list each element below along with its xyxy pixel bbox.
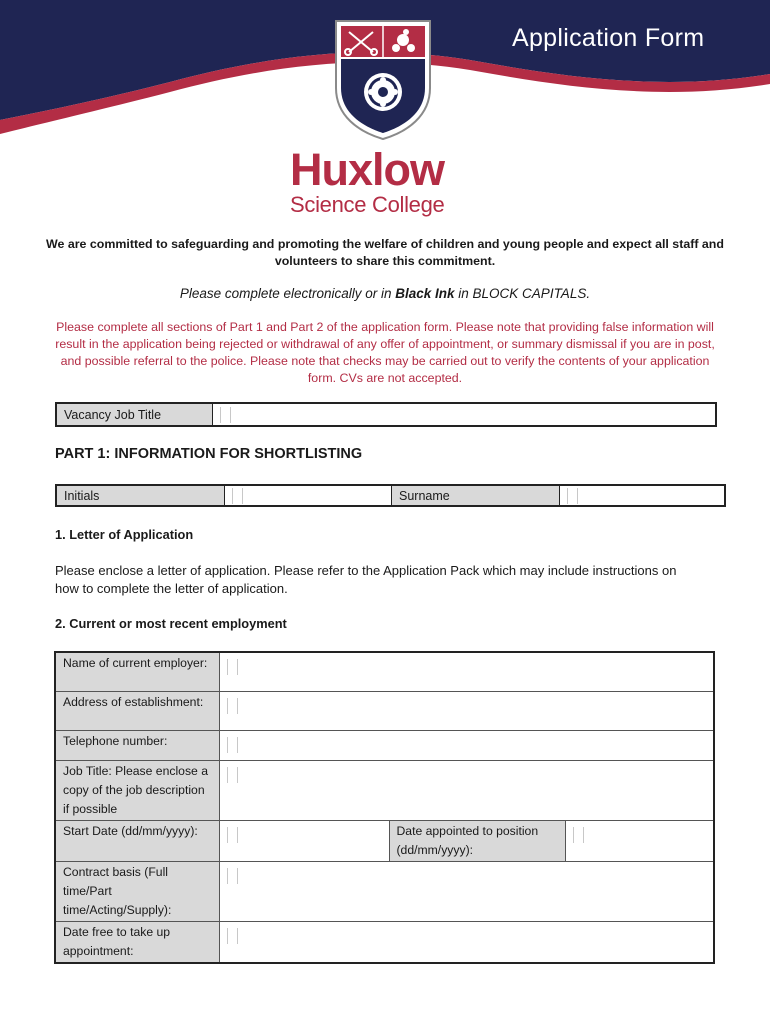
table-row: [55, 691, 714, 730]
vacancy-input[interactable]: [213, 404, 715, 425]
job-title-input[interactable]: [219, 760, 714, 820]
date-free-label: Date free to take up appointment:: [55, 921, 219, 963]
part1-heading: PART 1: INFORMATION FOR SHORTLISTING: [55, 446, 363, 462]
date-free-input[interactable]: [219, 921, 714, 963]
job-title-label: Job Title: Please enclose a copy of the job description if possible: [55, 760, 219, 820]
telephone-label: Telephone number:: [55, 730, 219, 760]
table-row: [55, 652, 714, 691]
address-input[interactable]: [219, 691, 714, 730]
table-row: [55, 820, 714, 861]
initials-label: Initials: [57, 486, 225, 505]
date-appointed-input[interactable]: [565, 820, 714, 861]
instruction-suffix: in BLOCK CAPITALS.: [454, 286, 591, 301]
employment-heading: 2. Current or most recent employment: [55, 616, 287, 631]
contract-label: Contract basis (Full time/Part time/Acting/Supply):: [55, 861, 219, 921]
employer-label: Name of current employer:: [55, 652, 219, 691]
vacancy-label: Vacancy Job Title: [57, 404, 213, 425]
date-appointed-label: Date appointed to position (dd/mm/yyyy):: [389, 820, 565, 861]
safeguarding-statement: We are committed to safeguarding and promoting the welfare of children and young people and expect all staff and volunteers to share this commitment.: [46, 237, 724, 268]
letter-heading: 1. Letter of Application: [55, 527, 194, 542]
college-name: Huxlow: [290, 144, 445, 195]
start-date-label: Start Date (dd/mm/yyyy):: [55, 820, 219, 861]
college-subname: Science College: [290, 192, 445, 217]
form-title: Application Form: [512, 24, 705, 52]
employment-table: [54, 651, 715, 964]
table-row: [55, 760, 714, 820]
name-row: [55, 484, 726, 507]
college-crest: [333, 18, 433, 142]
table-row: [55, 861, 714, 921]
instruction-prefix: Please complete electronically or in: [179, 286, 396, 301]
address-label: Address of establishment:: [55, 691, 219, 730]
false-info-warning: Please complete all sections of Part 1 and Part 2 of the application form. Please note that providing false information will result in the application being rejected or withdrawal of any offer of appointment, or summary dismissal if you are in post, and possible referral to the police. Please note that checks may be carried out to verify the contents of your application form. CVs are not accepted.: [55, 320, 715, 385]
employer-input[interactable]: [219, 652, 714, 691]
table-row: [55, 730, 714, 760]
vacancy-row: [55, 402, 717, 427]
initials-input[interactable]: [225, 486, 392, 505]
table-row: [55, 921, 714, 963]
start-date-input[interactable]: [219, 820, 389, 861]
telephone-input[interactable]: [219, 730, 714, 760]
letter-instructions: Please enclose a letter of application. Please refer to the Application Pack which may include instructions on how to complete the letter of application.: [55, 563, 677, 596]
contract-input[interactable]: [219, 861, 714, 921]
instruction-bold: Black Ink: [395, 286, 455, 301]
completion-instruction: [40, 286, 730, 301]
rose-icon: [364, 73, 402, 111]
surname-input[interactable]: [560, 486, 724, 505]
surname-label: Surname: [392, 486, 560, 505]
college-wordmark: [290, 144, 490, 218]
